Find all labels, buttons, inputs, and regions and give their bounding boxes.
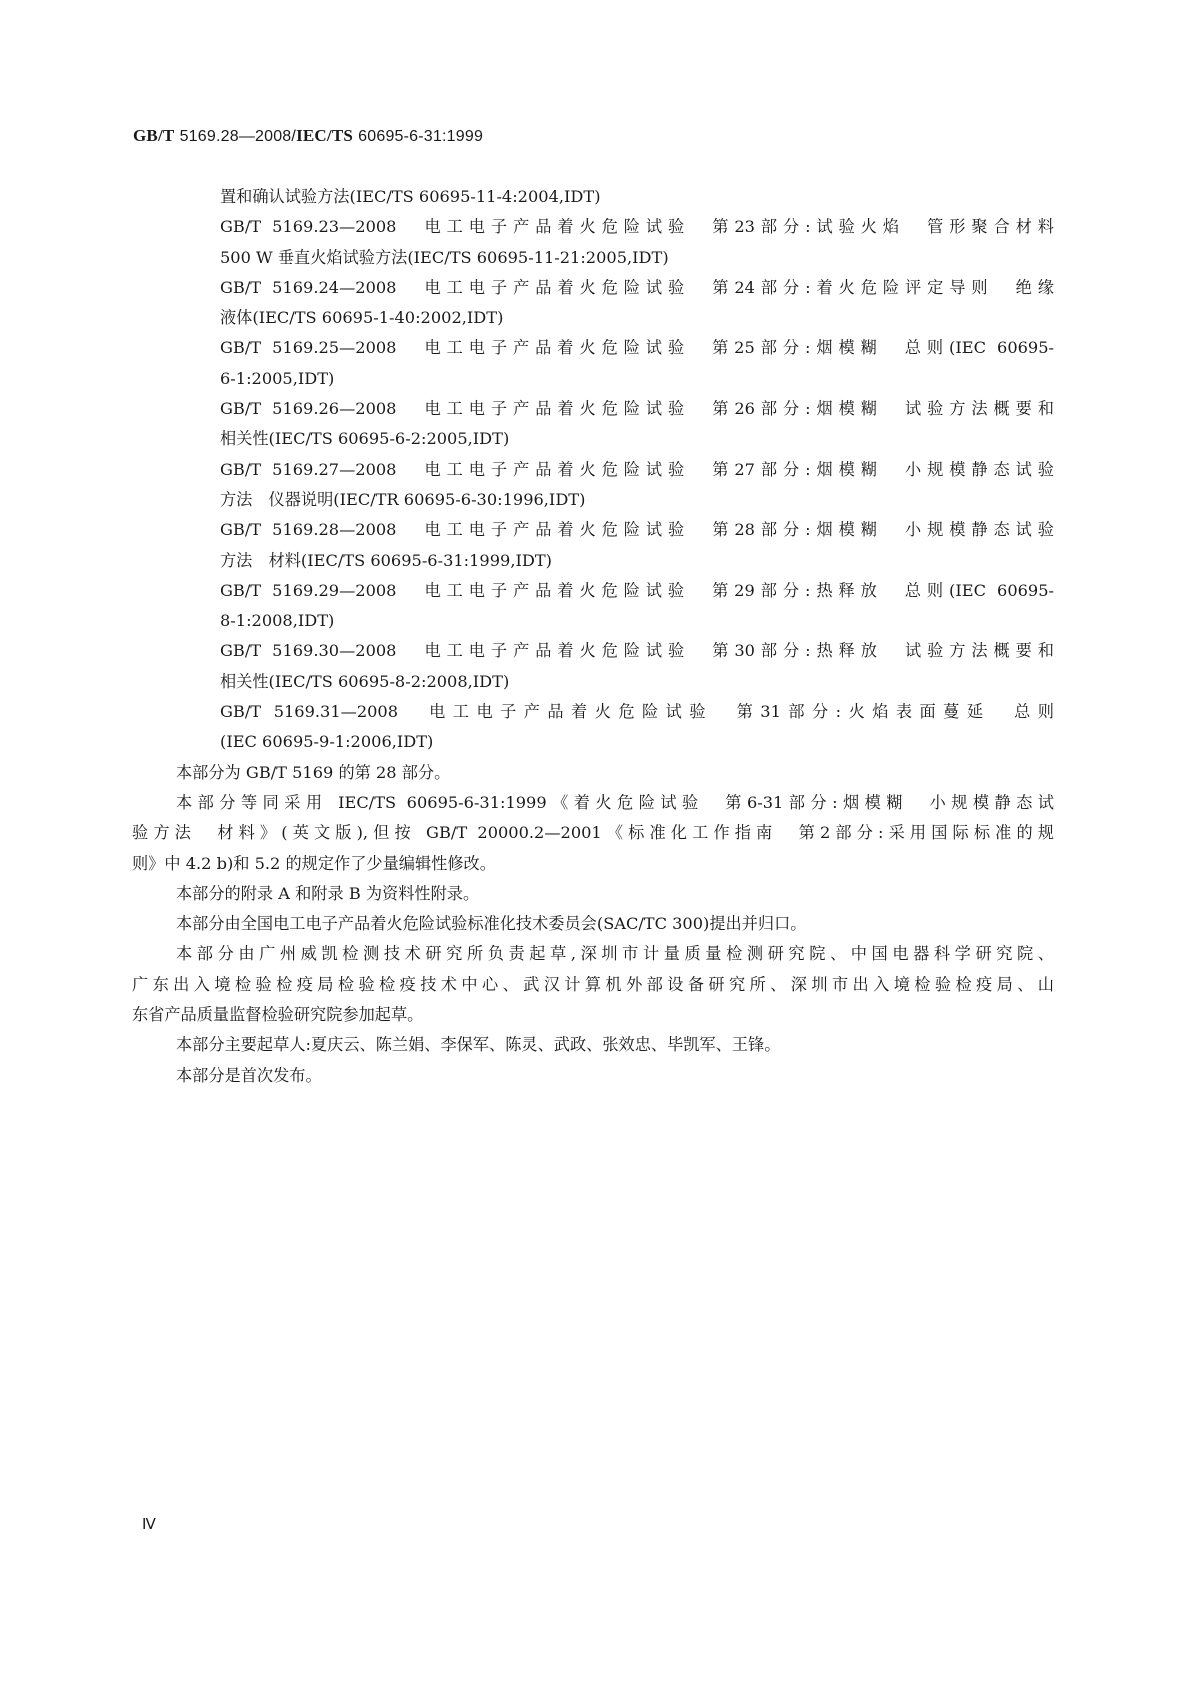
list-item-line1: GB/T 5169.31—2008 电工电子产品着火危险试验 第31部分:火焰表面蔓延 总则 [220, 702, 1054, 722]
document-header [133, 126, 483, 146]
list-item-line1: GB/T 5169.24—2008 电工电子产品着火危险试验 第24部分:着火危险评定导则 绝缘 [220, 277, 1054, 297]
paragraph-drafters: 本部分主要起草人:夏庆云、陈兰娟、李保军、陈灵、武政、张效忠、毕凯军、王锋。 [176, 1035, 781, 1055]
standards-list [176, 212, 1054, 757]
list-item-line2: (IEC 60695-9-1:2006,IDT) [220, 732, 434, 752]
paragraph-annexes: 本部分的附录 A 和附录 B 为资料性附录。 [176, 883, 480, 903]
list-item-line1: GB/T 5169.26—2008 电工电子产品着火危险试验 第26部分:烟模糊 试验方法概要和 [220, 399, 1054, 419]
list-item-line2: 方法 仪器说明(IEC/TR 60695-6-30:1996,IDT) [220, 489, 586, 509]
page-number: Ⅳ [142, 1517, 156, 1533]
iec-prefix: IEC/TS [296, 126, 354, 145]
std-prefix: GB/T [133, 126, 175, 145]
iec-number: 60695-6-31:1999 [358, 128, 484, 145]
list-item-line1: GB/T 5169.27—2008 电工电子产品着火危险试验 第27部分:烟模糊 小规模静态试验 [220, 459, 1054, 479]
list-item-line1: GB/T 5169.23—2008 电工电子产品着火危险试验 第23部分:试验火焰 管形聚合材料 [220, 217, 1054, 237]
list-item-line2: 相关性(IEC/TS 60695-8-2:2008,IDT) [220, 671, 510, 691]
list-continuation: 置和确认试验方法(IEC/TS 60695-11-4:2004,IDT) [220, 187, 601, 206]
list-item-line1: GB/T 5169.28—2008 电工电子产品着火危险试验 第28部分:烟模糊 小规模静态试验 [220, 520, 1054, 540]
list-item-line1: GB/T 5169.30—2008 电工电子产品着火危险试验 第30部分:热释放 试验方法概要和 [220, 641, 1054, 661]
list-item-line1: GB/T 5169.29—2008 电工电子产品着火危险试验 第29部分:热释放 总则(IEC 60695- [220, 580, 1054, 600]
paragraph-part-number: 本部分为 GB/T 5169 的第 28 部分。 [176, 762, 451, 782]
paragraph-proposer: 本部分由全国电工电子产品着火危险试验标准化技术委员会(SAC/TC 300)提出并归口。 [176, 914, 807, 934]
list-item-line2: 液体(IEC/TS 60695-1-40:2002,IDT) [220, 308, 504, 328]
document-body [132, 182, 1054, 1091]
paragraph-drafting-orgs: 本部分由广州威凯检测技术研究所负责起草,深圳市计量质量检测研究院、中国电器科学研究院、 广东出入境检验检疫局检验检疫技术中心、武汉计算机外部设备研究所、深圳市出入境检验检疫局、山 东省产品质量监督检验研究院参加起草。 [132, 944, 1054, 1025]
list-item-line2: 500 W 垂直火焰试验方法(IEC/TS 60695-11-21:2005,IDT) [220, 247, 669, 267]
std-number: 5169.28—2008/ [179, 128, 297, 145]
paragraph-adoption: 本部分等同采用 IEC/TS 60695-6-31:1999《着火危险试验 第6-31部分:烟模糊 小规模静态试 验方法 材料》(英文版),但按 GB/T 20000.2—2001《标准化工作指南 第2部分:采用国际标准的规 则》中 4.2 b)和 5.2 的规定作了少量编辑性修改。 [132, 792, 1054, 873]
list-item-line2: 6-1:2005,IDT) [220, 368, 335, 388]
paragraph-first-release: 本部分是首次发布。 [176, 1065, 322, 1085]
list-item-line2: 相关性(IEC/TS 60695-6-2:2005,IDT) [220, 429, 510, 449]
list-item-line2: 8-1:2008,IDT) [220, 611, 335, 631]
list-item-line1: GB/T 5169.25—2008 电工电子产品着火危险试验 第25部分:烟模糊 总则(IEC 60695- [220, 338, 1054, 358]
list-item-line2: 方法 材料(IEC/TS 60695-6-31:1999,IDT) [220, 550, 552, 570]
